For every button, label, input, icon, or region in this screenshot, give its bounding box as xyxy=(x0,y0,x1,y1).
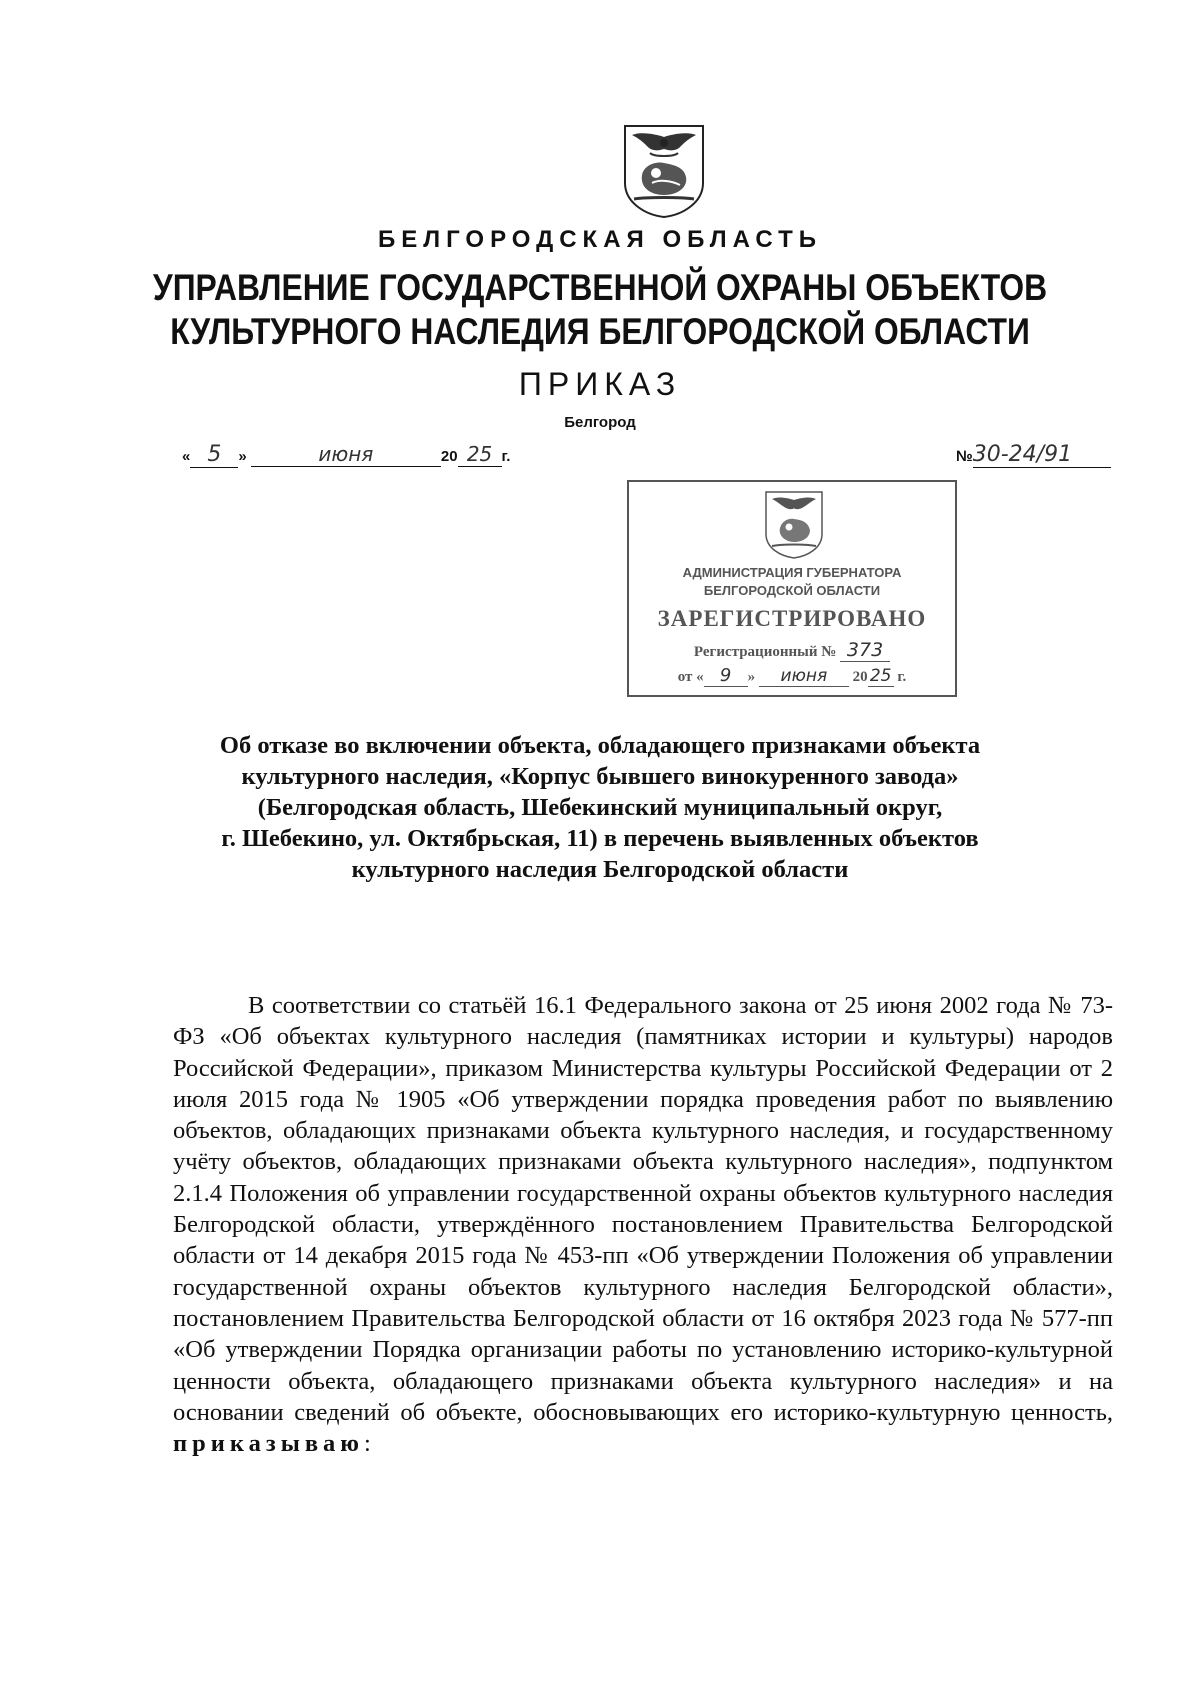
stamp-date-year-unit: г. xyxy=(897,669,907,685)
stamp-admin-line: БЕЛГОРОДСКОЙ ОБЛАСТИ xyxy=(703,583,881,598)
stamp-emblem xyxy=(764,490,824,560)
date-month: июня xyxy=(251,442,441,467)
order-date xyxy=(182,442,510,468)
document-title xyxy=(0,730,1200,885)
title-line: культурного наследия, «Корпус бывшего винокуренного завода» xyxy=(241,763,959,790)
number-value: 30-24/91 xyxy=(973,442,1111,468)
stamp-admin-line: АДМИНИСТРАЦИЯ ГУБЕРНАТОРА xyxy=(682,565,902,580)
stamp-date-year-suffix: 25 xyxy=(868,666,894,687)
date-quote-close: » xyxy=(238,448,247,465)
stamp-admin-name xyxy=(629,564,955,600)
date-year-suffix: 25 xyxy=(458,442,502,467)
coat-of-arms-emblem xyxy=(622,123,706,219)
body-text: В соответствии со статьёй 16.1 Федерального закона от 25 июня 2002 года № 73-ФЗ «Об объектах культурного наследия (памятниках истории и культуры) народов Российской Федерации», приказом Министерства культуры Российской Федерации от 2 июля 2015 года № 1905 «Об утверждении порядка проведения работ по выявлению объектов, обладающих признаками объекта культурного наследия, и государственному учёту объектов, обладающих признаками объекта культурного наследия», подпунктом 2.1.4 Положения об управлении государственной охраны объектов культурного наследия Белгородской области, утверждённого постановлением Правительства Белгородской области от 14 декабря 2015 года № 453-пп «Об утверждении Положения об управлении государственной охраны объектов культурного наследия Белгородской области», постановлением Правительства Белгородской области от 16 октября 2023 года № 577-пп «Об утверждении Порядка организации работы по установлению историко-культурной ценности объекта, обладающего признаками объекта культурного наследия» и на основании сведений об объекте, обосновывающих его историко-культурную ценность, xyxy=(173,992,1113,1426)
stamp-reg-number xyxy=(629,639,955,662)
stamp-date-month: июня xyxy=(759,666,849,687)
region-heading: БЕЛГОРОДСКАЯ ОБЛАСТЬ xyxy=(378,226,822,253)
agency-name xyxy=(84,266,1116,354)
stamp-reg-number-label: Регистрационный № xyxy=(693,644,837,660)
title-line: г. Шебекино, ул. Октябрьская, 11) в перечень выявленных объектов xyxy=(221,825,979,852)
order-number xyxy=(956,442,1111,468)
date-year-prefix: 20 xyxy=(440,448,458,465)
date-quote-open: « xyxy=(182,448,191,465)
stamp-date-quote-close: » xyxy=(747,669,756,685)
order-colon: : xyxy=(364,1430,371,1458)
agency-name-line: КУЛЬТУРНОГО НАСЛЕДИЯ БЕЛГОРОДСКОЙ ОБЛАСТИ xyxy=(170,311,1030,352)
date-year-unit: г. xyxy=(501,448,511,465)
title-line: Об отказе во включении объекта, обладающего признаками объекта xyxy=(219,732,981,759)
stamp-reg-number-value: 373 xyxy=(840,639,890,662)
stamp-date xyxy=(629,665,955,687)
document-type: ПРИКАЗ xyxy=(518,366,682,402)
stamp-registered: ЗАРЕГИСТРИРОВАНО xyxy=(657,606,927,631)
registration-stamp xyxy=(627,480,957,697)
date-day: 5 xyxy=(190,442,238,468)
agency-name-line: УПРАВЛЕНИЕ ГОСУДАРСТВЕННОЙ ОХРАНЫ ОБЪЕКТОВ xyxy=(152,267,1048,308)
stamp-date-prefix: от « xyxy=(677,669,704,685)
body-paragraph xyxy=(173,990,1113,1459)
order-word: приказываю xyxy=(173,1430,365,1458)
stamp-date-year-prefix: 20 xyxy=(852,669,868,685)
title-line: (Белгородская область, Шебекинский муниципальный округ, xyxy=(257,794,943,821)
stamp-date-day: 9 xyxy=(704,665,748,687)
title-line: культурного наследия Белгородской области xyxy=(351,856,849,883)
city-label: Белгород xyxy=(564,414,636,431)
number-label: № xyxy=(956,448,973,465)
